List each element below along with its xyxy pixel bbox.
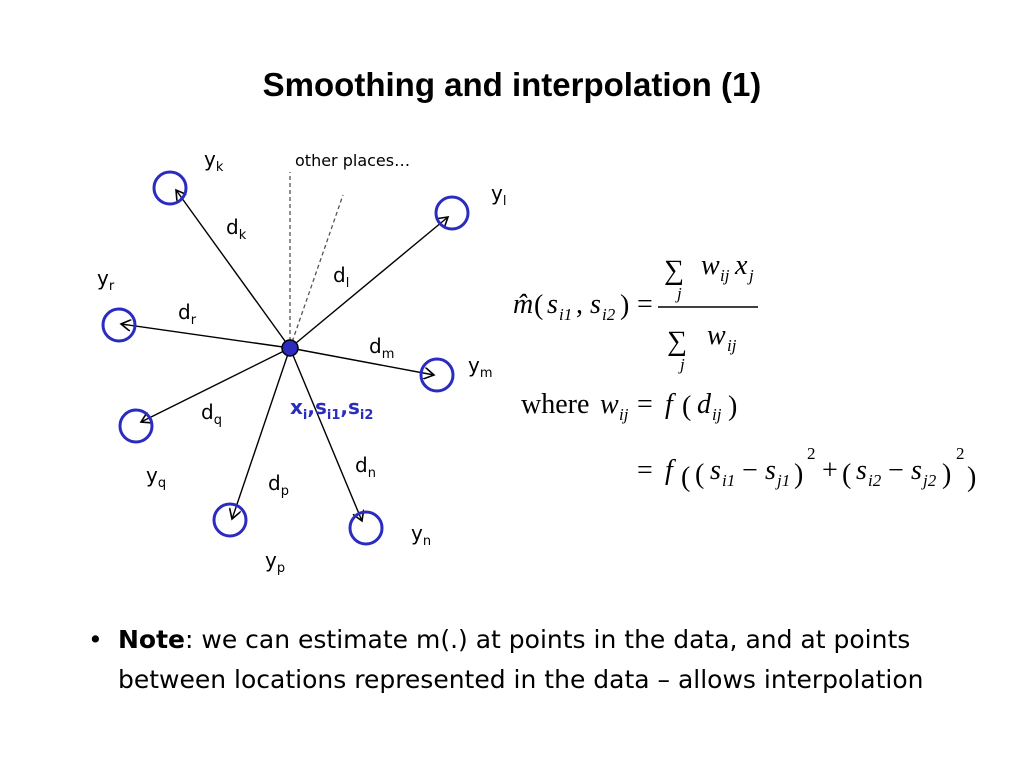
arrow-r (121, 324, 290, 348)
formula-where: where (521, 389, 590, 420)
formula-outer-paren-open: ( (681, 462, 691, 493)
formula-num-x-sub: j (749, 266, 754, 285)
center-label: $x_i,s_{i1},s_{i2}$ (290, 395, 374, 423)
formula-lhs: m̂ (513, 289, 534, 320)
formula-num-w: w (701, 250, 720, 281)
formula-p1-open: ( (695, 459, 705, 490)
formula-num-x: x (735, 250, 748, 281)
formula-d-sub: ij (712, 405, 722, 424)
formula-f1-paren-open: ( (682, 391, 692, 422)
formula-exp-1: 2 (807, 444, 816, 463)
formula-num-w-sub: ij (720, 266, 730, 285)
formula-num-sum-index: j (677, 284, 682, 303)
note-text: : we can estimate m(.) at points in the data, and at points between locations represented in the data – allows interpolation (118, 625, 924, 694)
label-y-k: $y_k$ (204, 147, 224, 175)
formula-exp-2: 2 (956, 444, 965, 463)
label-d-l: $d_l$ (333, 263, 350, 291)
note-text-block (118, 620, 938, 700)
label-y-p: $y_p$ (265, 548, 286, 576)
arrow-m (290, 348, 434, 375)
formula-lhs-paren-close: ) (620, 290, 630, 321)
formula-den-sum-index: j (680, 355, 685, 374)
label-y-n: $y_n$ (411, 521, 432, 549)
circle-n (350, 512, 382, 544)
formula-p1-close: ) (794, 459, 804, 490)
arrow-q (141, 348, 290, 422)
circle-p (214, 504, 246, 536)
label-y-m: $y_m$ (468, 353, 493, 381)
formula-lhs-comma: , (576, 289, 583, 320)
formula-den-sigma: ∑ (667, 326, 687, 357)
formula-d: d (697, 389, 711, 420)
formula-equals-3: = (637, 455, 653, 486)
formula-lhs-s1: s (547, 289, 558, 320)
formula-num-sigma: ∑ (664, 255, 684, 286)
note-label: Note (118, 625, 186, 654)
formula-s-i1-sub: i1 (722, 471, 736, 490)
formula-f-1: f (665, 389, 673, 420)
note-bullet-item (88, 620, 938, 700)
formula-s-i1: s (710, 455, 721, 486)
formula-lhs-s2: s (590, 289, 601, 320)
label-d-q: $d_q$ (201, 400, 222, 428)
label-d-p: $d_p$ (268, 471, 289, 499)
formula-lhs-paren-open: ( (534, 290, 544, 321)
circle-q (120, 410, 152, 442)
label-d-n: $d_n$ (355, 453, 376, 481)
formula-lhs-s1-sub: i1 (559, 305, 573, 324)
label-d-m: $d_m$ (369, 334, 395, 362)
formula-plus: + (822, 455, 838, 486)
formula-s-i2-sub: i2 (868, 471, 882, 490)
formula-lhs-s2-sub: i2 (602, 305, 616, 324)
formula-outer-paren-close: ) (967, 462, 977, 493)
label-d-r: $d_r$ (178, 300, 197, 328)
formula-p2-close: ) (942, 459, 952, 490)
formula-where-w: w (600, 389, 619, 420)
formula-p2-open: ( (842, 459, 852, 490)
formula-den-w: w (707, 320, 726, 351)
other-places-label: other places… (295, 151, 411, 170)
label-y-r: $y_r$ (97, 266, 115, 294)
label-d-k: $d_k$ (226, 215, 247, 243)
formula-minus-1: − (742, 455, 758, 486)
circle-m (421, 359, 453, 391)
label-y-l: $y_l$ (491, 181, 507, 209)
bullet-marker: • (88, 625, 103, 654)
formula-minus-2: − (888, 455, 904, 486)
formula-equals-2: = (637, 389, 653, 420)
formula-where-w-sub: ij (619, 405, 629, 424)
formula-f1-paren-close: ) (728, 391, 738, 422)
formula-s-j2-sub: j2 (923, 471, 937, 490)
center-point (282, 340, 298, 356)
arrow-n (290, 348, 362, 521)
kernel-smoother-formula (513, 250, 976, 493)
slide-title: Smoothing and interpolation (1) (262, 66, 762, 103)
circle-k (154, 172, 186, 204)
formula-den-w-sub: ij (727, 336, 737, 355)
circle-l (436, 197, 468, 229)
formula-f-2: f (665, 455, 673, 486)
formula-s-j1: s (765, 455, 776, 486)
formula-s-i2: s (856, 455, 867, 486)
label-y-q: $y_q$ (146, 463, 167, 491)
formula-equals-1: = (637, 289, 653, 320)
formula-s-j1-sub: j1 (777, 471, 791, 490)
arrow-l (290, 217, 448, 348)
formula-s-j2: s (911, 455, 922, 486)
